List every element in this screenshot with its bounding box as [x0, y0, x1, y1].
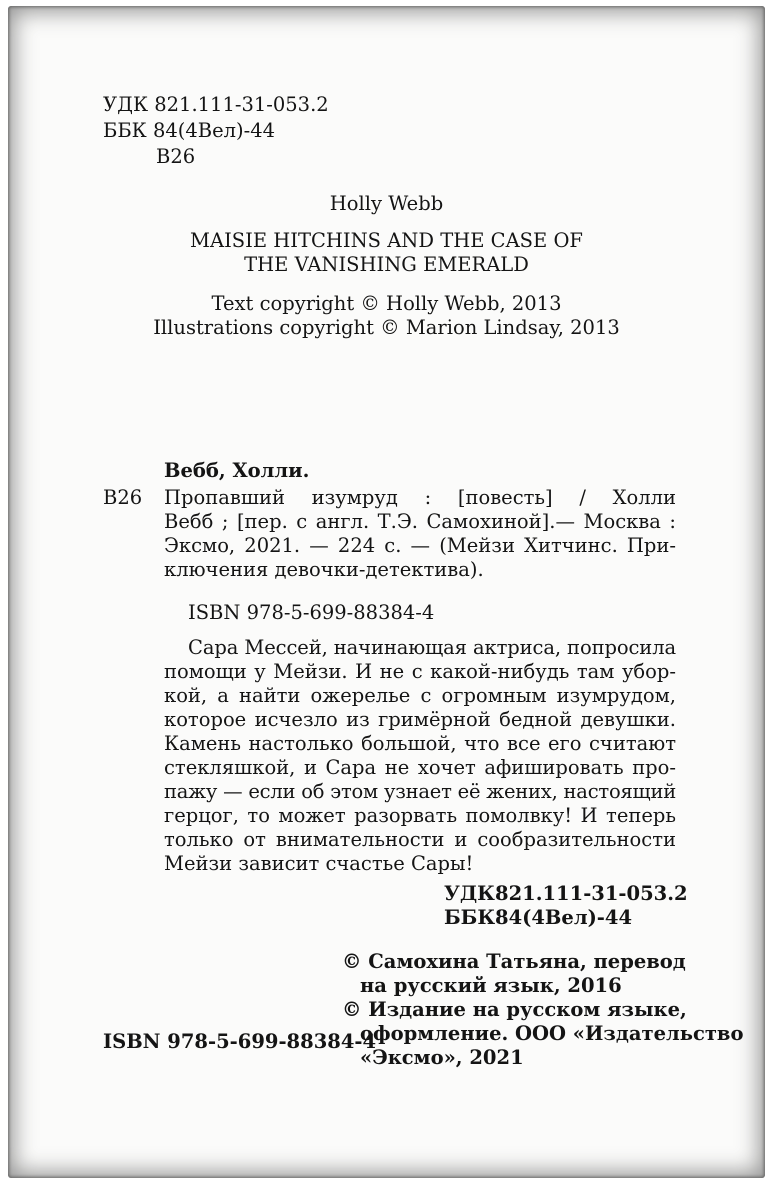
copyright-line-5: «Эксмо», 2021	[360, 1046, 524, 1069]
bib-description-line-4: ключения девочки-детектива).	[164, 558, 484, 581]
annotation-line-9: только от внимательности и сообразительности	[164, 828, 676, 851]
annotation-line-3: кой, а найти ожерелье с огромным изумрудом,	[164, 684, 676, 707]
annotation-line-6: стекляшкой, и Сара не хочет афишировать про-	[164, 756, 676, 779]
annotation-line-5: Камень настолько большой, что все его считают	[164, 732, 676, 755]
udk-code-top: УДК 821.111-31-053.2	[103, 93, 329, 116]
author-mark: В26	[103, 486, 143, 509]
annotation-line-10: Мейзи зависит счастье Сары!	[164, 852, 474, 875]
copyright-line-4: оформление. ООО «Издательство	[360, 1022, 744, 1045]
bib-description-line-1: Пропавший изумруд : [повесть] / Холли	[164, 486, 676, 509]
bib-description-line-3: Эксмо, 2021. — 224 с. — (Мейзи Хитчинс. При-	[164, 534, 676, 557]
author-heading: Вебб, Холли.	[164, 459, 310, 482]
copyright-line-1: © Самохина Татьяна, перевод	[342, 950, 686, 973]
author-mark-top: В26	[156, 145, 196, 168]
footer-isbn: ISBN 978-5-699-88384-4	[103, 1030, 377, 1053]
annotation-line-4: которое исчезло из гримёрной бедной девушки.	[164, 708, 676, 731]
bbk-value: 84(4Вел)-44	[495, 906, 633, 929]
bbk-label: ББК	[444, 906, 496, 929]
original-title-line-2: THE VANISHING EMERALD	[244, 253, 529, 276]
udk-label: УДК	[444, 882, 495, 905]
copyright-line-3: © Издание на русском языке,	[342, 998, 687, 1021]
bib-description-line-2: Вебб ; [пер. с англ. Т.Э. Самохиной].— Москва :	[164, 510, 676, 533]
original-author: Holly Webb	[329, 192, 444, 215]
copyright-line-2: на русский язык, 2016	[360, 974, 622, 997]
annotation-line-8: герцог, то может разорвать помолвку! И теперь	[164, 804, 676, 827]
text-copyright: Text copyright © Holly Webb, 2013	[211, 292, 562, 315]
annotation-line-1: Сара Мессей, начинающая актриса, попросила	[188, 636, 676, 659]
annotation-line-2: помощи у Мейзи. И не с какой-нибудь там убор-	[164, 660, 676, 683]
bib-isbn: ISBN 978-5-699-88384-4	[188, 601, 435, 624]
illustrations-copyright: Illustrations copyright © Marion Lindsay, 2013	[153, 316, 620, 339]
annotation-line-7: пажу — если об этом узнает её жених, настоящий	[164, 780, 676, 803]
original-title-line-1: MAISIE HITCHINS AND THE CASE OF	[190, 229, 583, 252]
udk-value: 821.111-31-053.2	[495, 882, 688, 905]
bbk-code-top: ББК 84(4Вел)-44	[103, 119, 276, 142]
